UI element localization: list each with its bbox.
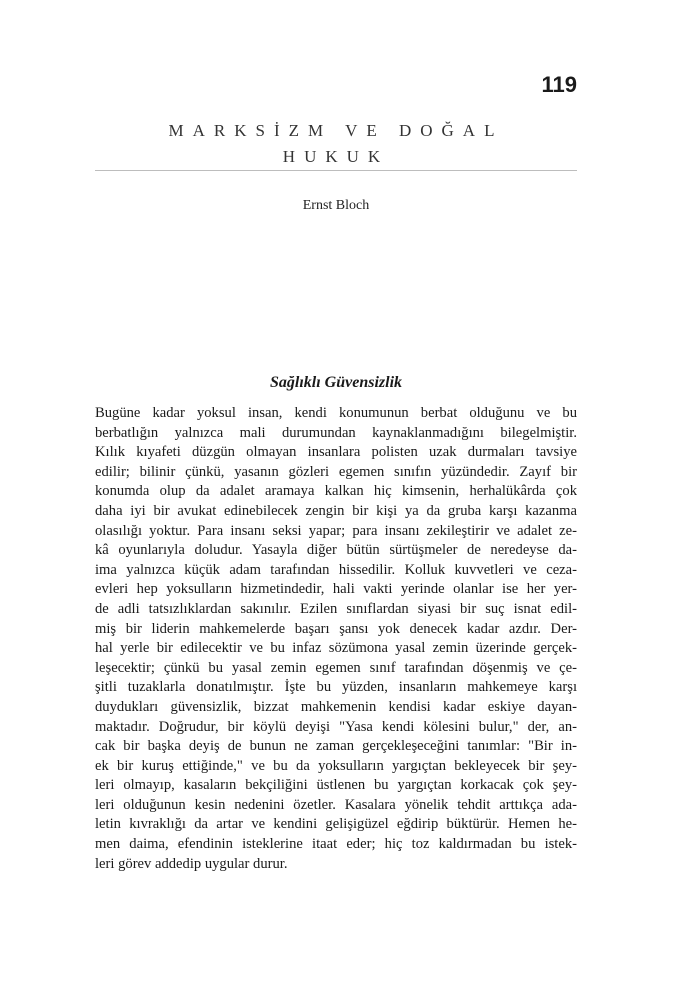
section-heading: Sağlıklı Güvensizlik	[269, 374, 403, 391]
text-line: leri olduğunun kesin nedenini özetler. Kasalara yönelik tehdit arttıkça ada-	[95, 796, 577, 813]
text-line: daha iyi bir avukat edinebilecek zengin bir kişi ya da gruba karşı kazanma	[95, 502, 577, 519]
text-line: Bugüne kadar yoksul insan, kendi konumunun berbat olduğunu ve bu	[95, 405, 577, 421]
text-line: ima yalnızca küçük adam tarafından hissedilir. Kolluk kuvvetleri ve ceza-	[95, 561, 577, 578]
text-line: cak bir başka deyiş de bunun ne zaman gerçekleşeceğini tanımlar: "Bir in-	[95, 738, 577, 755]
text-line: leri olmayıp, kasaların bekçiliğini üstlenen bu yargıçtan korkacak çok şey-	[95, 777, 577, 794]
chapter-title-line-2: HUKUK	[282, 147, 390, 166]
text-line: şitli tuzaklarla donatılmıştır. İşte bu yüzden, insanların mahkemeye karşı	[95, 679, 577, 696]
page-number: 119	[541, 72, 577, 97]
text-line: kâ oyunlarıyla doludur. Yasayla diğer bütün sürtüşmeler de neredeyse da-	[95, 542, 577, 559]
text-line: berbatlığın yalnızca mali durumundan kaynaklanmadığını bilegelmiştir.	[95, 424, 577, 441]
title-divider	[95, 170, 577, 171]
text-line: konumda olup da adalet aramaya kalkan hiç kimsenin, herhalükârda çok	[95, 483, 577, 500]
text-line: men daima, efendinin isteklerine itaat eder; hiç toz kaldırmadan bu istek-	[95, 836, 577, 853]
text-line: evleri hep yoksulların hizmetindedir, hali vakti yerinde olanlar ise her yer-	[95, 581, 577, 598]
text-line: de adli tatsızlıklardan sakınılır. Ezilen sınıflardan siyasi bir suç isnat edil-	[95, 600, 577, 617]
text-line: olasılığı yoktur. Para insanı seksi yapar; para insanı zekileştirir ve adalet ze-	[95, 522, 577, 539]
chapter-title	[95, 118, 577, 170]
text-line: duydukları güvensizlik, bizzat mahkemenin kendisi kadar eskiye dayan-	[95, 698, 577, 715]
text-line: Kılık kıyafeti düzgün olmayan insanlara polisten uzak durmaları tavsiye	[95, 444, 577, 461]
text-line: miş bir liderin mahkemelerde başarı şansı yok denecek kadar azdır. Der-	[95, 620, 577, 637]
text-line: ek bir kuruş ettiğinde," ve bu da yoksulların yargıçtan bekleyecek bir şey-	[95, 757, 577, 774]
text-line: leşecektir; çünkü bu yasal zemin egemen sınıf tarafından döşenmiş ve çe-	[95, 659, 577, 676]
text-line: leri görev addedip uygular durur.	[95, 855, 288, 872]
author-name: Ernst Bloch	[302, 198, 370, 213]
chapter-title-line-1: MARKSİZM VE DOĞAL	[168, 121, 504, 140]
body-paragraph	[95, 404, 577, 874]
text-line: edilir; bilinir çünkü, yasanın gözleri egemen sınıfın yüzündedir. Zayıf bir	[95, 463, 577, 480]
text-line: hal yerle bir edilecektir ve bu infaz sözümona yasal zemin üzerinde gerçek-	[95, 640, 577, 657]
text-line: letin kıvraklığı da artar ve kendini gelişigüzel eğdirip büktürür. Hemen he-	[95, 816, 577, 833]
text-line: maktadır. Doğrudur, bir köylü deyişi "Yasa kendi kölesini bulur," der, an-	[95, 718, 577, 735]
